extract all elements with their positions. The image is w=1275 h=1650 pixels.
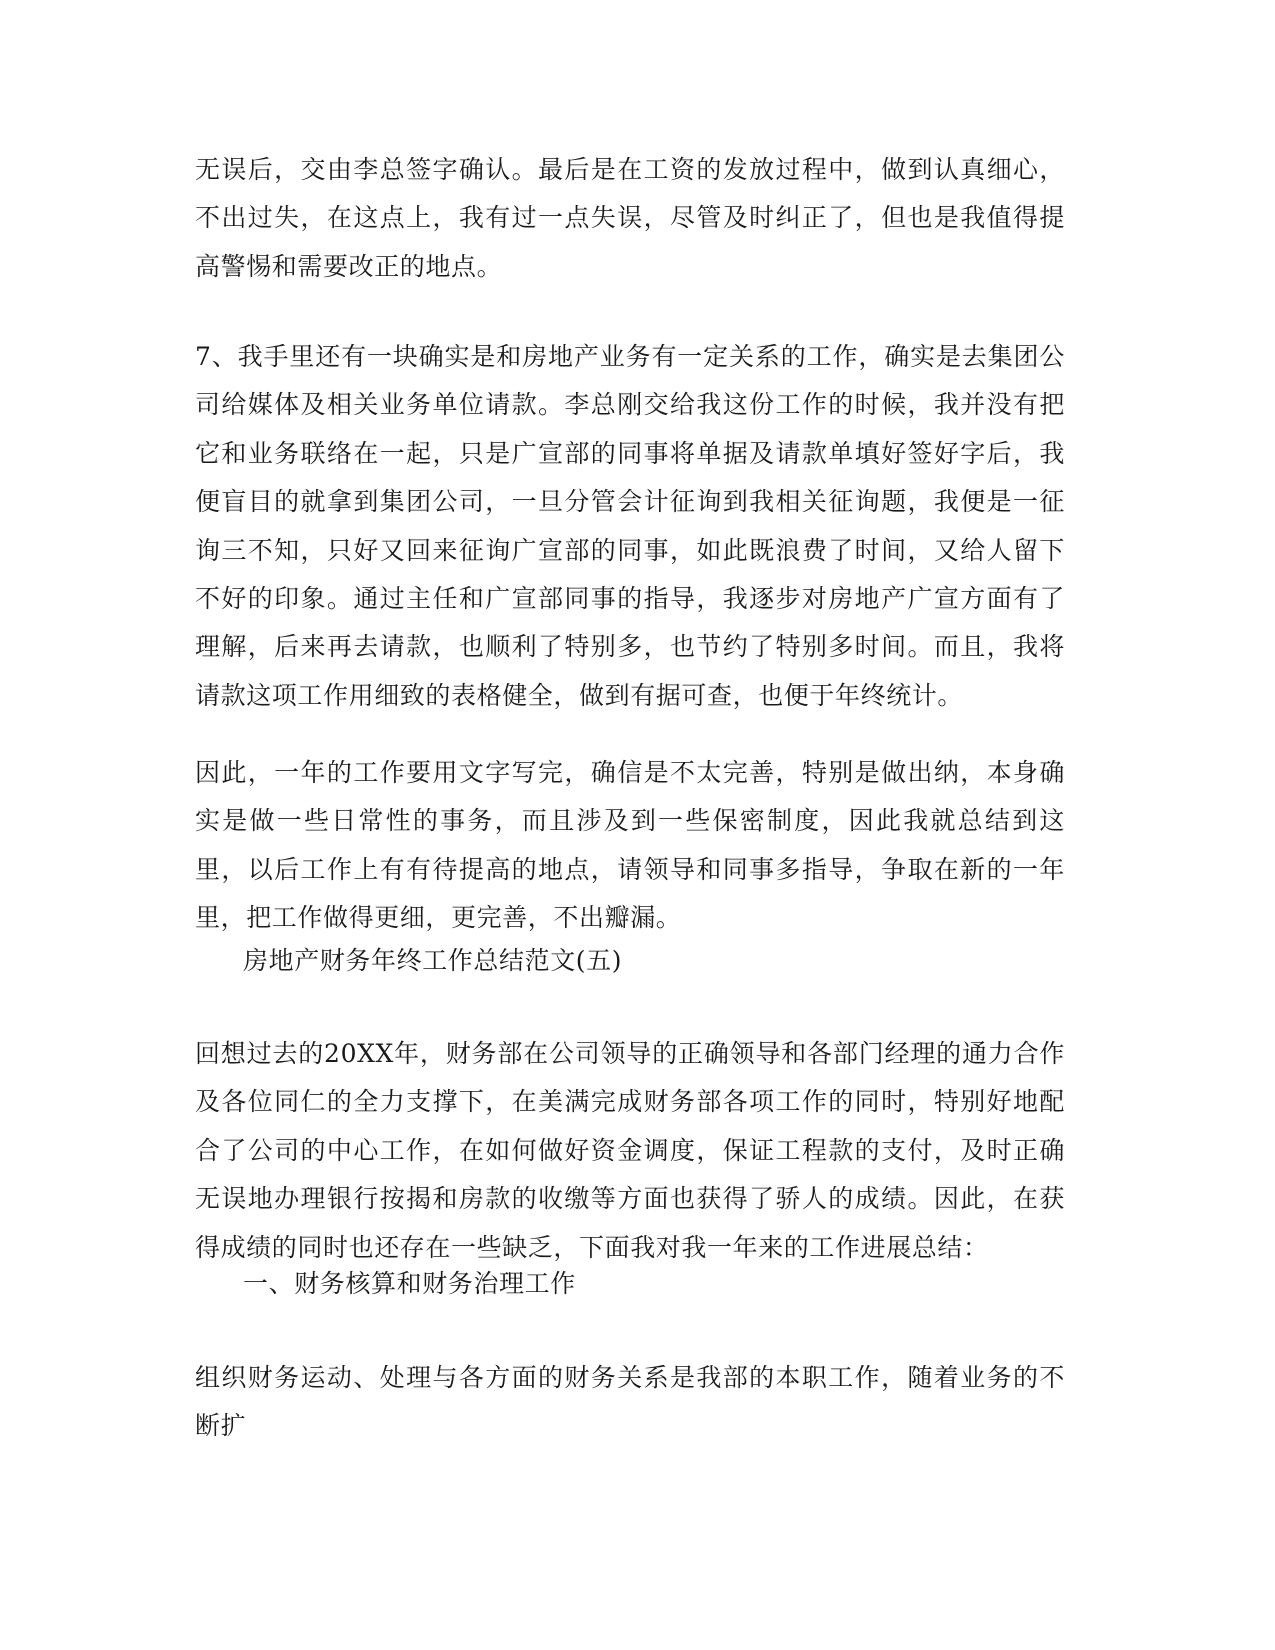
paragraph-financial-activities: 组织财务运动、处理与各方面的财务关系是我部的本职工作，随着业务的不断扩 (195, 1363, 1065, 1441)
paragraph-conclusion: 因此，一年的工作要用文字写完，确信是不太完善，特别是做出纳，本身确实是做一些日常性的事务，而且涉及到一些保密制度，因此我就总结到这里，以后工作上有有待提高的地点，请领导和同事多指导，争取在新的一年里，把工作做得更细，更完善，不出瓣漏。 (195, 758, 1065, 933)
paragraph-item-7-payment-requests: 7、我手里还有一块确实是和房地产业务有一定关系的工作，确实是去集团公司给媒体及相关业务单位请款。李总刚交给我这份工作的时候，我并没有把它和业务联络在一起，只是广宣部的同事将单据及请款单填好签好字后，我便盲目的就拿到集团公司，一旦分管会计征询到我相关征询题，我便是一征询三不知，只好又回来征询广宣部的同事，如此既浪费了时间，又给人留下不好的印象。通过主任和广宣部同事的指导，我逐步对房地产广宣方面有了理解，后来再去请款，也顺利了特别多，也节约了特别多时间。而且，我将请款这项工作用细致的表格健全，做到有据可查，也便于年终统计。 (195, 342, 1065, 710)
paragraph-year-review-intro: 回想过去的20XX年，财务部在公司领导的正确领导和各部门经理的通力合作及各位同仁的全力支撑下，在美满完成财务部各项工作的同时，特别好地配合了公司的中心工作，在如何做好资金调度，保证工程款的支付，及时正确无误地办理银行按揭和房款的收缴等方面也获得了骄人的成绩。因此，在获得成绩的同时也还存在一些缺乏，下面我对我一年来的工作进展总结： (195, 1039, 1065, 1262)
section-title-sample-five: 房地产财务年终工作总结范文(五) (243, 946, 623, 975)
section-heading-accounting-management: 一、财务核算和财务治理工作 (243, 1269, 576, 1298)
paragraph-payroll-review: 无误后，交由李总签字确认。最后是在工资的发放过程中，做到认真细心，不出过失，在这点上，我有过一点失误，尽管及时纠正了，但也是我值得提高警惕和需要改正的地点。 (195, 155, 1065, 281)
